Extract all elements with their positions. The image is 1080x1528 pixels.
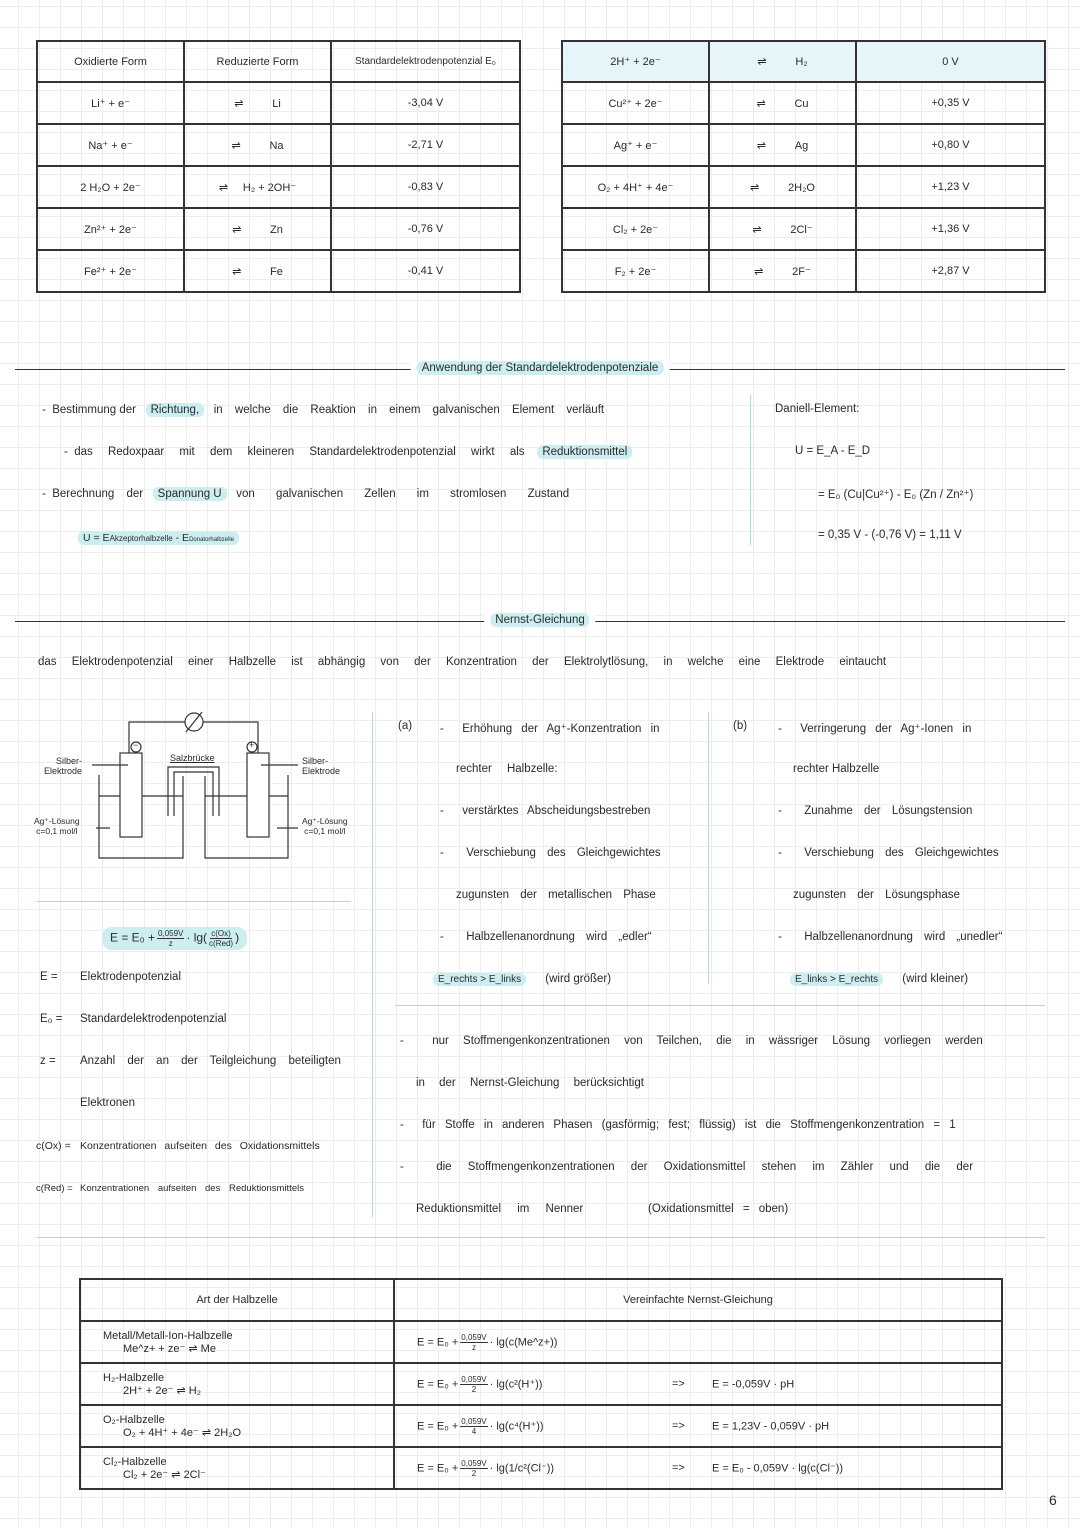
text: Metall/Metall-Ion-Halbzelle	[103, 1329, 233, 1342]
header-e0: Standardelektrodenpotenzial E₀	[331, 41, 520, 82]
text: nur Stoffmengenkonzentrationen von Teilchen, die in wässriger Lösung vorliegen werden	[432, 1035, 983, 1047]
numerator: 0,059V	[461, 1332, 487, 1342]
ox-cell: Cu²⁺ + 2e⁻	[562, 82, 709, 124]
case-a-line: - Verschiebung des Gleichgewichtes	[440, 847, 661, 859]
e0-cell: -0,41 V	[331, 250, 520, 292]
section-title-anwendung	[411, 362, 670, 374]
text: E = 1,23V - 0,059V · pH	[712, 1419, 830, 1432]
salt-bridge	[168, 767, 219, 816]
bullet-voltage: - Berechnung der Spannung U von galvanischen Zellen im stromlosen Zustand	[42, 488, 570, 500]
numerator: 0,059V	[158, 929, 184, 938]
text: Cl₂-Halbzelle	[103, 1455, 167, 1468]
bullet-direction: - Bestimmung der Richtung, in welche die Reaktion in einem galvanischen Element verläuft	[42, 404, 605, 416]
highlight-reduktionsmittel: Reduktionsmittel	[537, 445, 632, 459]
red-text: 2Cl⁻	[790, 223, 813, 236]
highlight: E_rechts > E_links	[433, 973, 526, 986]
table-row	[80, 1363, 1002, 1405]
ox-cell: 2H⁺ + 2e⁻	[562, 41, 709, 82]
highlight: E_links > E_rechts	[790, 973, 883, 986]
case-b-line: zugunsten der Lösungsphase	[793, 889, 960, 901]
equilibrium-arrow-icon: ⇌	[234, 97, 244, 110]
e0-cell: +2,87 V	[856, 250, 1045, 292]
definition	[40, 1055, 341, 1067]
rule-line: in der Nernst-Gleichung berücksichtigt	[416, 1077, 644, 1089]
text: c=0,1 mol/l	[304, 826, 346, 836]
equilibrium-arrow-icon: ⇌	[756, 97, 766, 110]
section-title-text: Nernst-Gleichung	[490, 613, 589, 627]
text: Cl₂ + 2e⁻ ⇌ 2Cl⁻	[123, 1468, 206, 1481]
e0-cell: +1,36 V	[856, 208, 1045, 250]
section-title-text: Anwendung der Standardelektrodenpotenziale	[417, 361, 664, 375]
red-cell	[709, 82, 856, 124]
equilibrium-arrow-icon: ⇌	[750, 181, 760, 194]
text: (wird kleiner)	[902, 973, 969, 985]
definition	[40, 1097, 135, 1109]
halfcell-cell	[80, 1363, 394, 1405]
case-a-line: - Halbzellenanordnung wird „edler“	[440, 931, 652, 943]
halfcell-cell	[80, 1447, 394, 1489]
highlight-spannung: Spannung U	[153, 487, 227, 501]
numerator: 0,059V	[461, 1374, 487, 1384]
text: Berechnung der	[52, 488, 144, 500]
table-row	[37, 124, 520, 166]
implies-arrow-icon: =>	[672, 1419, 685, 1432]
denominator: z	[471, 1342, 476, 1352]
plus-sign: +	[249, 740, 255, 750]
vertical-divider	[708, 712, 709, 984]
text: Elektrodenpotenzial	[80, 971, 182, 983]
rule-line: - die Stoffmengenkonzentrationen der Oxidationsmittel stehen im Zähler und die der	[400, 1161, 974, 1173]
equilibrium-arrow-icon: ⇌	[757, 56, 767, 68]
case-a-line: - verstärktes Abscheidungsbestreben	[440, 805, 651, 817]
fraction	[460, 1417, 487, 1436]
text: Konzentrationen aufseiten des Reduktionsmittels	[80, 1183, 304, 1194]
denominator: c(Red)	[209, 939, 234, 948]
text: 2H⁺ + 2e⁻ ⇌ H₂	[123, 1384, 201, 1397]
red-text: H₂ + 2OH⁻	[242, 181, 297, 194]
table-row	[562, 124, 1045, 166]
implies-arrow-icon: =>	[672, 1377, 685, 1390]
text: Erhöhung der Ag⁺-Konzentration in	[462, 723, 660, 735]
simplified-nernst-table	[79, 1278, 1003, 1490]
table-row	[37, 82, 520, 124]
case-b-line: - Halbzellenanordnung wird „unedler“	[778, 931, 1003, 943]
text: Zunahme der Lösungstension	[804, 805, 973, 817]
e0-cell: -0,76 V	[331, 208, 520, 250]
ox-cell: Cl₂ + 2e⁻	[562, 208, 709, 250]
divider	[36, 1237, 1045, 1238]
text: · lg(c(Me^z+))	[489, 1335, 558, 1348]
red-text: Zn	[270, 223, 283, 236]
table-row	[562, 166, 1045, 208]
header-halfcell: Art der Halbzelle	[80, 1279, 394, 1321]
ox-cell: Zn²⁺ + 2e⁻	[37, 208, 184, 250]
text: das Redoxpaar mit dem kleineren Standardelektrodenpotenzial wirkt als	[74, 446, 525, 458]
red-cell	[709, 166, 856, 208]
text: Konzentrationen aufseiten des Oxidationsmittels	[80, 1140, 320, 1152]
denominator: 4	[471, 1426, 477, 1436]
equilibrium-arrow-icon: ⇌	[231, 139, 241, 152]
table-row	[37, 250, 520, 292]
text: E = E₀ +	[417, 1461, 459, 1474]
numerator: c(Ox)	[211, 929, 231, 938]
table-row	[562, 208, 1045, 250]
case-b-result	[790, 973, 968, 985]
e0-cell: +0,35 V	[856, 82, 1045, 124]
vertical-divider	[372, 712, 373, 1217]
case-b-line: - Verschiebung des Gleichgewichtes	[778, 847, 999, 859]
text: von galvanischen Zellen im stromlosen Zustand	[236, 488, 570, 500]
fraction	[460, 1333, 487, 1352]
text: · lg(c⁴(H⁺))	[489, 1419, 544, 1432]
page-number: 6	[1049, 1492, 1057, 1508]
case-b-line: - Zunahme der Lösungstension	[778, 805, 973, 817]
right-solution-label	[302, 816, 348, 836]
text: c=0,1 mol/l	[36, 826, 78, 836]
text: Standardelektrodenpotenzial	[80, 1013, 227, 1025]
e0-cell: +1,23 V	[856, 166, 1045, 208]
equilibrium-arrow-icon: ⇌	[232, 223, 242, 236]
e0-cell: -0,83 V	[331, 166, 520, 208]
definition	[36, 1140, 320, 1152]
case-a-line: rechter Halbzelle:	[456, 763, 558, 775]
table-row	[562, 250, 1045, 292]
text: U = E	[83, 532, 110, 544]
definition	[36, 1183, 304, 1194]
numerator: 0,059V	[461, 1416, 487, 1426]
case-a-line: zugunsten der metallischen Phase	[456, 889, 656, 901]
voltage-formula	[78, 531, 239, 545]
potential-table-right	[561, 40, 1046, 293]
rule-line: - für Stoffe in anderen Phasen (gasförmig; fest; flüssig) ist die Stoffmengenkonzentration = 1	[400, 1119, 956, 1131]
red-cell	[184, 250, 331, 292]
text: H₂-Halbzelle	[103, 1371, 165, 1384]
right-electrode-label	[302, 756, 340, 776]
symbol: E =	[40, 971, 58, 983]
daniell-title: Daniell-Element:	[775, 403, 860, 415]
ox-cell: Ag⁺ + e⁻	[562, 124, 709, 166]
case-a-result	[433, 973, 611, 985]
equilibrium-arrow-icon: ⇌	[218, 181, 229, 194]
potential-table-left	[36, 40, 521, 293]
text: Halbzellenanordnung wird „unedler“	[804, 931, 1003, 943]
text: Halbzellenanordnung wird „edler“	[466, 931, 652, 943]
daniell-step: = E₀ (Cu|Cu²⁺) - E₀ (Zn / Zn²⁺)	[818, 489, 974, 501]
header-equation: Vereinfachte Nernst-Gleichung	[394, 1279, 1002, 1321]
ox-cell: O₂ + 4H⁺ + 4e⁻	[562, 166, 709, 208]
red-cell	[709, 208, 856, 250]
red-text: H₂	[795, 56, 808, 68]
red-text: Fe	[270, 265, 283, 278]
equilibrium-arrow-icon: ⇌	[232, 265, 242, 278]
text: Bestimmung der	[52, 404, 136, 416]
halfcell-cell	[80, 1321, 394, 1363]
equilibrium-arrow-icon: ⇌	[752, 223, 762, 236]
text: Elektrode	[44, 766, 83, 776]
highlight-richtung: Richtung,	[146, 403, 205, 417]
text: verstärktes Abscheidungsbestreben	[462, 805, 651, 817]
table-row	[37, 208, 520, 250]
ox-cell: Na⁺ + e⁻	[37, 124, 184, 166]
text: E = E₀ +	[417, 1419, 459, 1432]
text: Elektronen	[80, 1097, 135, 1109]
case-a-label: (a)	[398, 720, 413, 732]
red-text: Na	[269, 139, 284, 152]
ox-cell: Fe²⁺ + 2e⁻	[37, 250, 184, 292]
table-row	[80, 1405, 1002, 1447]
text: E = -0,059V · pH	[712, 1377, 795, 1390]
fraction	[157, 929, 184, 948]
left-solution-label	[34, 816, 80, 836]
left-electrode-label	[44, 756, 82, 776]
equilibrium-arrow-icon: ⇌	[754, 265, 764, 278]
text: Silber-	[56, 756, 83, 766]
divider	[36, 901, 351, 902]
equation-cell	[394, 1447, 1002, 1489]
table-row	[562, 82, 1045, 124]
equilibrium-arrow-icon: ⇌	[756, 139, 766, 152]
fraction	[460, 1459, 487, 1478]
definition	[40, 1013, 226, 1025]
text: für Stoffe in anderen Phasen (gasförmig; fest; flüssig) ist die Stoffmengenkonzentration = 1	[422, 1119, 956, 1131]
equation-cell	[394, 1363, 1002, 1405]
text: Elektrode	[302, 766, 341, 776]
fraction	[209, 929, 233, 948]
numerator: 0,059V	[461, 1458, 487, 1468]
e0-cell: -3,04 V	[331, 82, 520, 124]
text: E = E₀ +	[417, 1335, 459, 1348]
nernst-formula: E = E₀ + $\frac{0,059V}{z}$ · lg( $\frac{c(Ox)}{\text{c(Red)}}$ )	[102, 927, 247, 950]
divider	[395, 1005, 1045, 1006]
ox-cell: 2 H₂O + 2e⁻	[37, 166, 184, 208]
text: · lg	[186, 930, 204, 945]
text: O₂ + 4H⁺ + 4e⁻ ⇌ 2H₂O	[123, 1426, 242, 1439]
text: Verschiebung des Gleichgewichtes	[804, 847, 999, 859]
text: Verschiebung des Gleichgewichtes	[466, 847, 661, 859]
red-cell	[709, 250, 856, 292]
text: (wird größer)	[545, 973, 612, 985]
denominator: 2	[471, 1384, 477, 1394]
vertical-divider	[750, 395, 751, 545]
bullet-redoxpair: - das Redoxpaar mit dem kleineren Standardelektrodenpotenzial wirkt als Reduktionsmittel	[64, 446, 632, 458]
header-oxidized: Oxidierte Form	[37, 41, 184, 82]
symbol: z =	[40, 1055, 56, 1067]
rule-line: Reduktionsmittel im Nenner	[416, 1203, 584, 1215]
ox-cell: F₂ + 2e⁻	[562, 250, 709, 292]
halfcell-cell	[80, 1405, 394, 1447]
symbol: c(Ox) =	[36, 1140, 71, 1152]
text: O₂-Halbzelle	[103, 1413, 165, 1426]
red-cell	[184, 166, 331, 208]
table-row	[80, 1321, 1002, 1363]
symbol: c(Red) =	[36, 1183, 73, 1194]
mnemonic: (Oxidationsmittel = oben)	[648, 1203, 789, 1215]
daniell-result: = 0,35 V - (-0,76 V) = 1,11 V	[818, 529, 962, 541]
rule-line: - nur Stoffmengenkonzentrationen von Teilchen, die in wässriger Lösung vorliegen werden	[400, 1035, 983, 1047]
ox-cell: Li⁺ + e⁻	[37, 82, 184, 124]
text: E = E₀ - 0,059V · lg(c(Cl⁻))	[712, 1461, 844, 1474]
text: Verringerung der Ag⁺-Ionen in	[800, 723, 972, 735]
daniell-formula: U = E_A - E_D	[795, 445, 871, 457]
denominator: 2	[471, 1468, 477, 1478]
minus-sign: −	[133, 740, 139, 750]
header-reduced: Reduzierte Form	[184, 41, 331, 82]
red-cell	[184, 208, 331, 250]
equation-cell	[394, 1321, 1002, 1363]
implies-arrow-icon: =>	[672, 1461, 685, 1474]
text: E = E₀ +	[417, 1377, 459, 1390]
red-text: 2H₂O	[788, 181, 815, 194]
text: Ag⁺-Lösung	[34, 816, 80, 826]
e0-cell: 0 V	[856, 41, 1045, 82]
table-row-highlighted	[562, 41, 1045, 82]
definition	[40, 971, 181, 983]
red-cell	[709, 124, 856, 166]
e0-cell: +0,80 V	[856, 124, 1045, 166]
text: E = E₀ +	[110, 930, 156, 945]
equation-cell	[394, 1405, 1002, 1447]
case-b-line: - Verringerung der Ag⁺-Ionen in	[778, 723, 972, 735]
nernst-intro: das Elektrodenpotenzial einer Halbzelle ist abhängig von der Konzentration der Elektrolytlösung, in welche eine Elektrode eintaucht	[38, 656, 887, 668]
text: · lg(c²(H⁺))	[489, 1377, 543, 1390]
e0-cell: -2,71 V	[331, 124, 520, 166]
red-text: Ag	[794, 139, 809, 152]
table-row	[37, 166, 520, 208]
symbol: E₀ =	[40, 1013, 63, 1025]
case-a-line: - Erhöhung der Ag⁺-Konzentration in	[440, 723, 660, 735]
red-cell	[709, 41, 856, 82]
red-text: 2F⁻	[792, 265, 811, 278]
red-text: Li	[272, 97, 281, 110]
red-cell	[184, 82, 331, 124]
case-b-line: rechter Halbzelle	[793, 763, 880, 775]
galvanic-cell-diagram	[0, 700, 380, 880]
table-row	[80, 1447, 1002, 1489]
text: Ag⁺-Lösung	[302, 816, 348, 826]
subscript: Akzeptorhalbzelle	[109, 534, 173, 543]
salt-bridge-label: Salzbrücke	[170, 753, 215, 763]
text: in welche die Reaktion in einem galvanischen Element verläuft	[213, 404, 605, 416]
subscript: Donatorhalbzelle	[189, 537, 235, 543]
text: Silber-	[302, 756, 329, 766]
red-text: Cu	[794, 97, 809, 110]
fraction	[460, 1375, 487, 1394]
text: die Stoffmengenkonzentrationen der Oxidationsmittel stehen im Zähler und die der	[436, 1161, 974, 1173]
denominator: z	[168, 939, 173, 948]
section-title-nernst	[484, 614, 595, 626]
text: · lg(1/c²(Cl⁻))	[489, 1461, 555, 1474]
text: - E	[172, 532, 190, 544]
text: Anzahl der an der Teilgleichung beteiligten	[80, 1055, 341, 1067]
case-b-label: (b)	[733, 720, 748, 732]
red-cell	[184, 124, 331, 166]
text: Me^z+ + ze⁻ ⇌ Me	[123, 1342, 216, 1355]
